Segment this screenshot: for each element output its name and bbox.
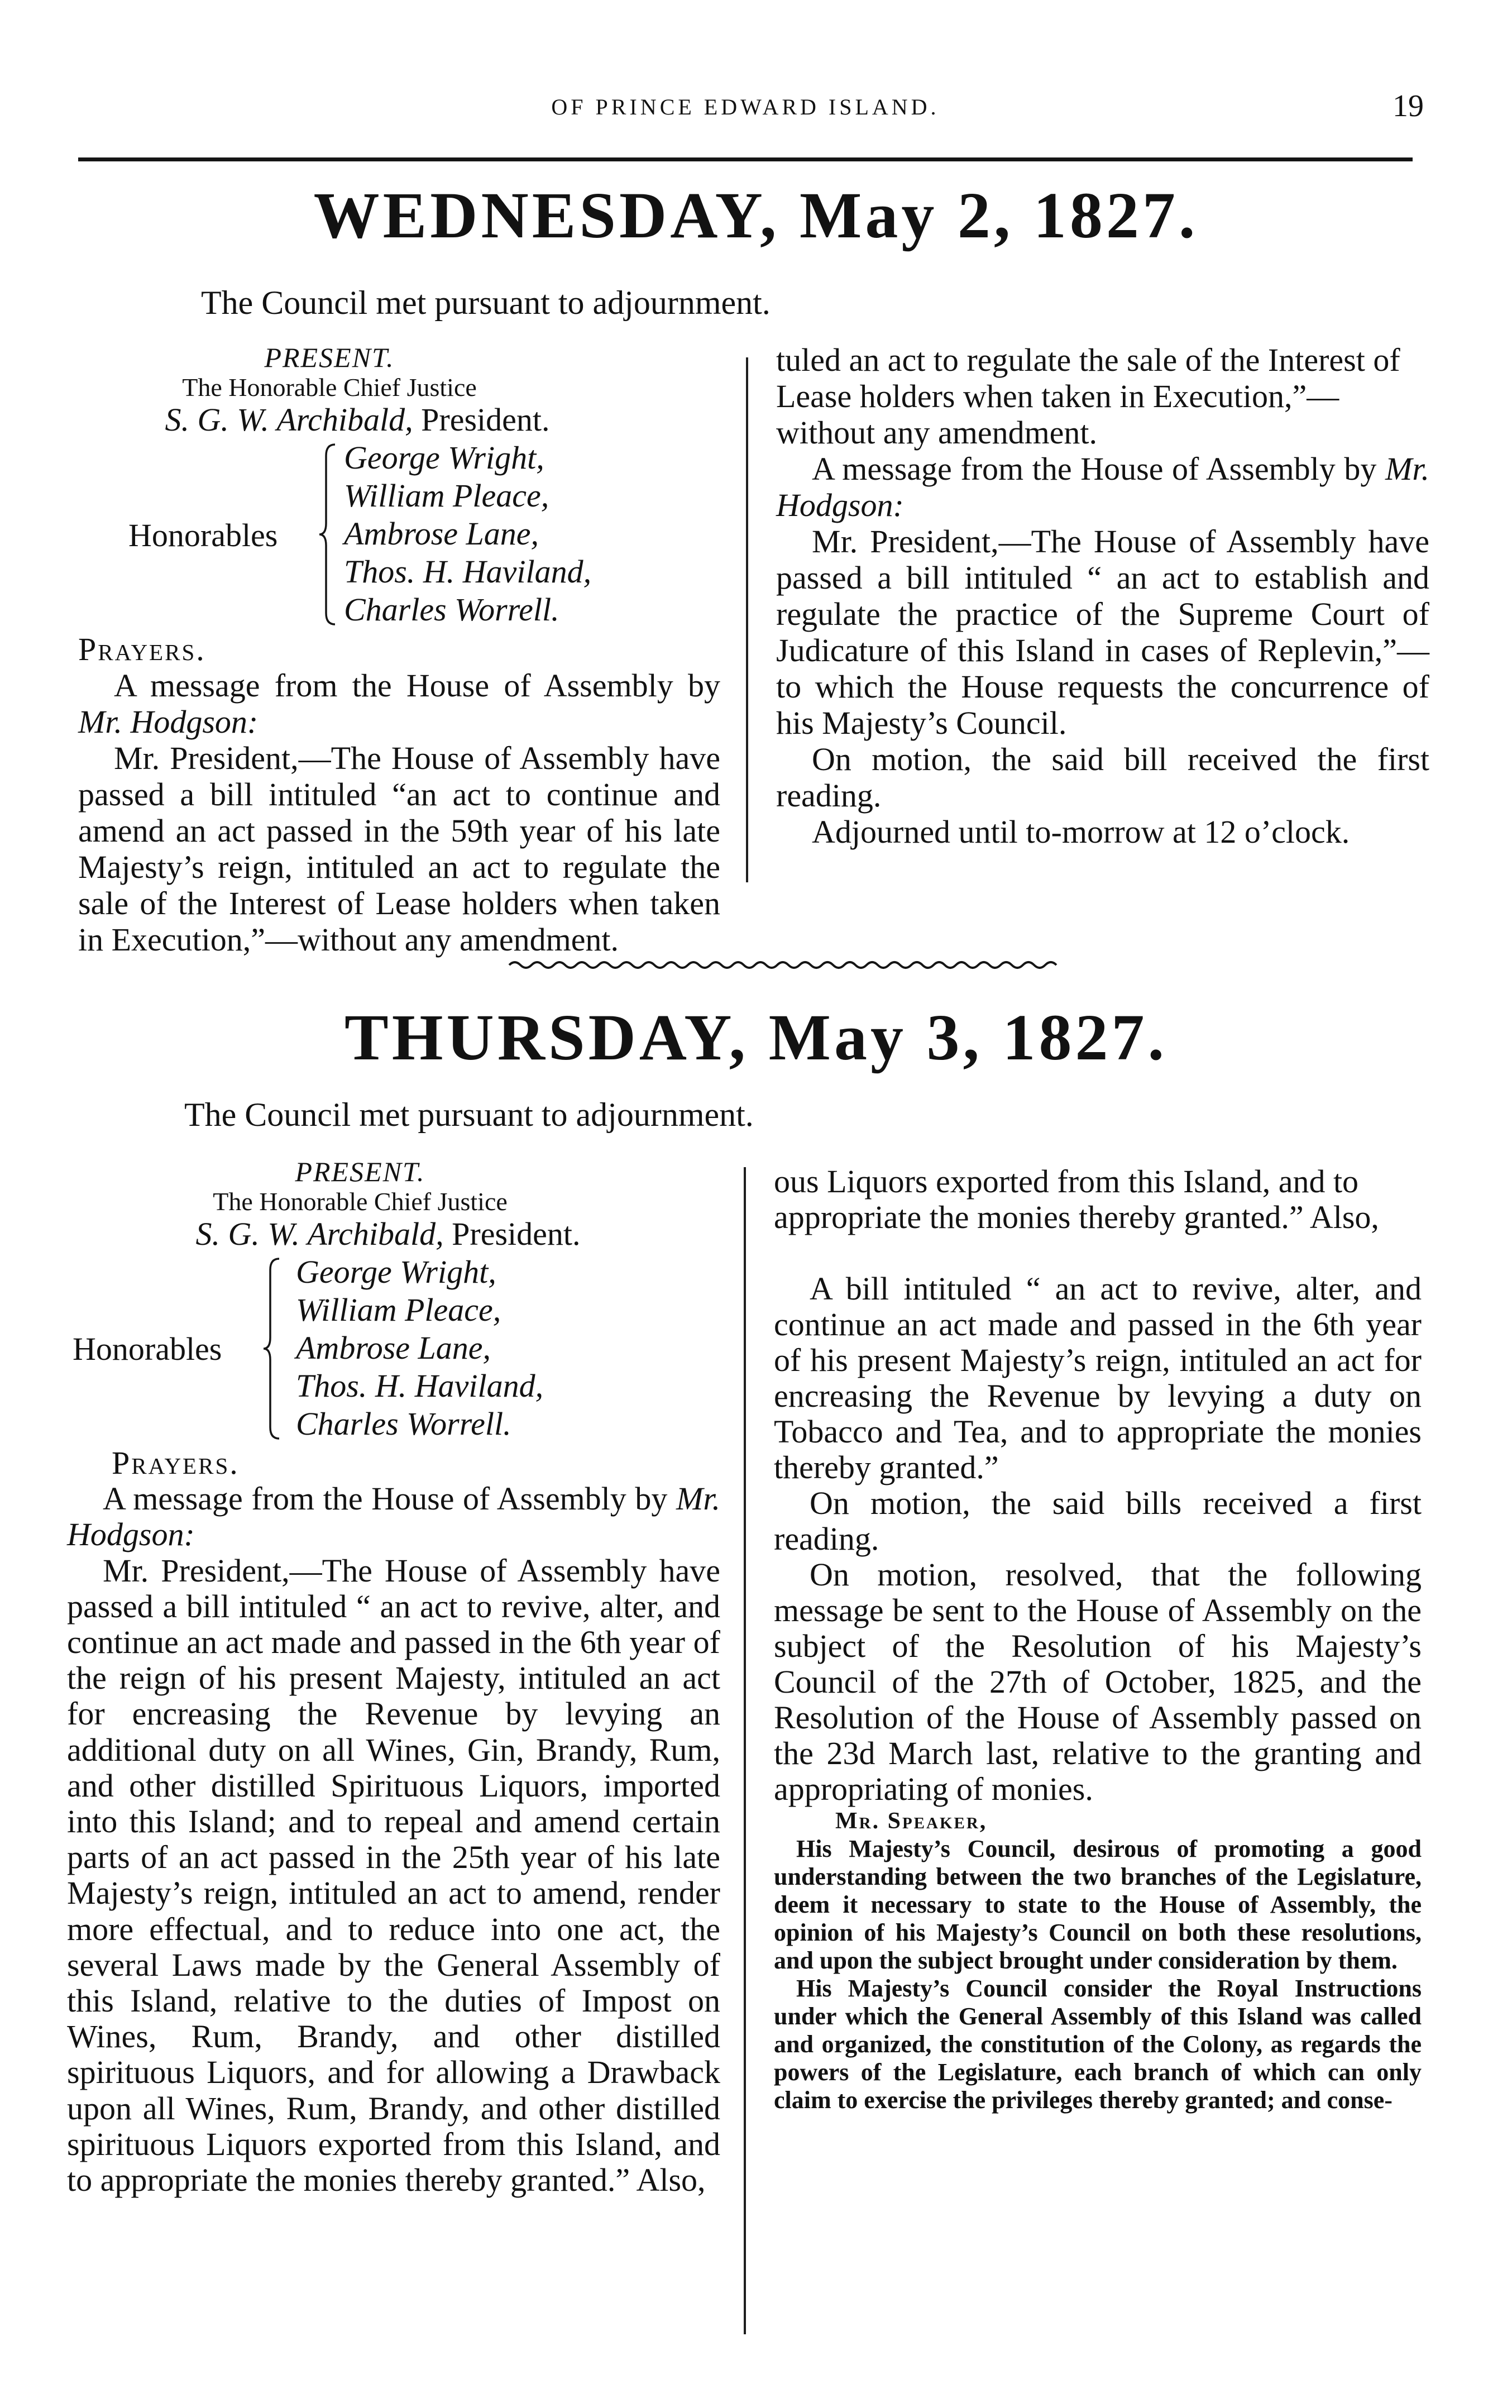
page-number: 19 xyxy=(1393,89,1424,123)
bill-two: A bill intituled “ an act to revive, alter, and continue an act made and passed in the 6th year of his present Majesty’s reign, intituled an act for encreasing the Revenue by levying a duty on Tobacco and Tea, and to appropriate the monies thereby granted.” xyxy=(774,1270,1422,1485)
speech-continuation: tuled an act to regulate the sale of the Interest of Lease holders when taken in Execution,”—without any amendment. xyxy=(776,342,1400,451)
thursday-right-column xyxy=(774,1164,1422,2114)
speech-part-1: Mr. President,—The House of Assembly have passed a bill intituled “ an act to revive, alter, and continue an act made and passed in the 6th year of the reign of his present Majesty, intituled an act for encreasing the Revenue by levying an additional duty on all Wines, Gin, Brandy, Rum, and other distilled Spirituous Liquors, imported into this Island; and to repeal and amend certain parts of an act passed in the 25th year of his late Majesty’s reign, intituled an act to amend, render more effectual, and to reduce into one act, the several Laws made by the General Assembly of this Island, relative to the duties of Impost on Wines, Rum, Brandy, and other distilled spirituous Liquors, and for allowing a Drawback upon all Wines, Rum, Brandy, and other distilled spirituous Liquors exported from this Island, and to appropriate the monies thereby granted.” Also, xyxy=(67,1552,720,2199)
honorable-name: Ambrose Lane, xyxy=(296,1330,491,1366)
honorable-name: George Wright, xyxy=(344,439,544,476)
thursday-left-column xyxy=(67,1156,720,2378)
speech-part-1: Mr. President,—The House of Assembly have passed a bill intituled “an act to continue and amend an act passed in the 59th year of his late Majesty’s reign, intituled an act to regulate the sale of the Interest of Lease holders when taken in Execution,”—without any amendment. xyxy=(78,740,720,958)
honorable-name: Ambrose Lane, xyxy=(344,515,539,552)
messenger-name: Mr. Hodgson: xyxy=(67,1480,721,1553)
wednesday-met-line: The Council met pursuant to adjournment. xyxy=(201,284,771,321)
message-text-b: A message from the House of Assembly by xyxy=(812,451,1377,487)
speech-b: Mr. President,—The House of Assembly have passed a bill intituled “ an act to establish and regulate the practice of the Supreme Court of Judicature of this Island in cases of Replevin,”—to which the House requests the concurrence of his Majesty’s Council. xyxy=(776,523,1429,741)
honorable-name: George Wright, xyxy=(296,1254,496,1290)
mr-speaker: Mr. Speaker, xyxy=(835,1808,988,1834)
messenger-name-b: Mr. Hodgson: xyxy=(776,451,1430,523)
president-line xyxy=(78,402,637,438)
council-message xyxy=(774,1807,1422,2114)
council-message-paragraph: His Majesty’s Council consider the Royal Instructions under which the General Assembly of this Island was called and organized, the constitution of the Colony, as regards the powers of the Legislature, each branch of which can only claim to exercise the privileges thereby granted; and conse- xyxy=(774,1975,1422,2114)
chief-justice: The Honorable Chief Justice xyxy=(182,373,477,402)
chief-justice: The Honorable Chief Justice xyxy=(213,1187,508,1216)
prayers: Prayers. xyxy=(78,631,206,667)
thursday-met-line: The Council met pursuant to adjournment. xyxy=(184,1096,754,1133)
prayers: Prayers. xyxy=(112,1445,240,1481)
wednesday-right-column xyxy=(776,342,1429,850)
brace-icon xyxy=(318,442,337,627)
honorables-label: Honorables xyxy=(128,517,278,553)
message-paragraph-b xyxy=(776,451,1429,523)
honorable-name: Charles Worrell. xyxy=(296,1406,511,1442)
president-line xyxy=(67,1216,709,1252)
brace-icon xyxy=(262,1256,281,1441)
adjourned: Adjourned until to-morrow at 12 o’clock. xyxy=(812,814,1350,850)
wavy-divider xyxy=(509,958,1056,972)
president-name: S. G. W. Archibald, xyxy=(195,1216,444,1252)
honorables-names xyxy=(296,1253,543,1443)
honorable-name: William Pleace, xyxy=(296,1292,501,1328)
president-title: President. xyxy=(452,1216,581,1252)
message-text: A message from the House of Assembly by xyxy=(103,1480,668,1517)
present-label: PRESENT. xyxy=(295,1156,425,1187)
honorable-name: Charles Worrell. xyxy=(344,591,559,628)
message-text: A message from the House of Assembly by xyxy=(114,667,720,704)
honorables-block xyxy=(78,439,720,630)
president-name: S. G. W. Archibald, xyxy=(165,402,413,438)
running-title: OF PRINCE EDWARD ISLAND. xyxy=(551,94,940,120)
honorables-block xyxy=(67,1253,720,1444)
running-head xyxy=(67,89,1424,133)
council-message-paragraph: His Majesty’s Council, desirous of promoting a good understanding between the two branches of the Legislature, deem it necessary to state to the House of Assembly, the opinion of his Majesty’s Council on both these resolutions, and upon the subject brought under consideration by them. xyxy=(774,1835,1422,1974)
motion: On motion, the said bills received a first reading. xyxy=(774,1485,1422,1557)
wednesday-left-column xyxy=(78,342,720,958)
speech-continuation: ous Liquors exported from this Island, and to appropriate the monies thereby granted.” Also, xyxy=(774,1163,1379,1235)
honorable-name: William Pleace, xyxy=(344,477,549,514)
honorables-label: Honorables xyxy=(73,1331,222,1367)
president-title: President. xyxy=(421,402,550,438)
motion: On motion, the said bill received the first reading. xyxy=(776,741,1429,814)
honorables-names xyxy=(344,439,591,629)
wednesday-heading: WEDNESDAY, May 2, 1827. xyxy=(313,179,1199,252)
present-label: PRESENT. xyxy=(264,342,395,373)
column-rule xyxy=(744,1167,746,2334)
column-rule xyxy=(746,357,748,882)
message-paragraph xyxy=(67,1481,720,1552)
message-paragraph xyxy=(78,667,720,740)
honorable-name: Thos. H. Haviland, xyxy=(344,553,592,590)
header-rule xyxy=(78,157,1413,161)
thursday-heading: THURSDAY, May 3, 1827. xyxy=(344,1001,1168,1074)
resolution: On motion, resolved, that the following message be sent to the House of Assembly on the subject of the Resolution of his Majesty’s Council of the 27th of October, 1825, and the Resolution of the House of Assembly passed on the 23d March last, relative to the granting and appropriating of monies. xyxy=(774,1556,1422,1807)
honorable-name: Thos. H. Haviland, xyxy=(296,1368,544,1404)
messenger-name: Mr. Hodgson: xyxy=(78,704,259,740)
